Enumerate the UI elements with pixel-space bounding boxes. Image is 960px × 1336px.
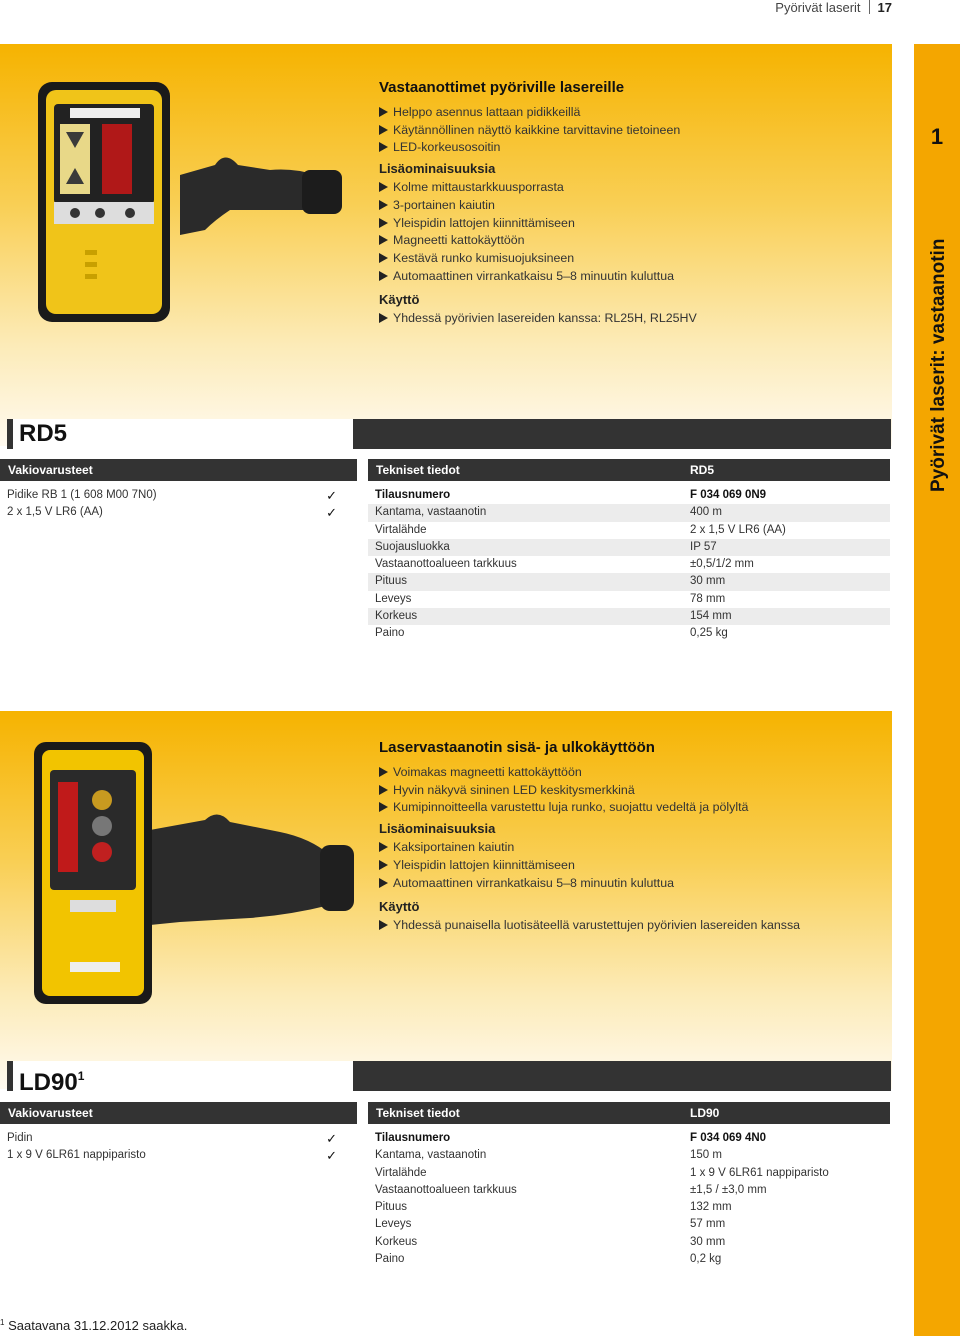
product-namebar-rd5 <box>7 419 891 449</box>
spec-row: Kantama, vastaanotin 400 m <box>368 504 890 521</box>
check-icon: ✓ <box>326 1148 337 1164</box>
product-heading: Laservastaanotin sisä- ja ulkokäyttöön <box>379 739 655 756</box>
usage-title: Käyttö <box>379 899 420 915</box>
spec-row: Korkeus 30 mm <box>375 1235 726 1248</box>
spec-row: Tilausnumero F 034 069 4N0 <box>375 1132 767 1144</box>
equipment-item: 2 x 1,5 V LR6 (AA) ✓ <box>7 505 337 521</box>
product-description-ld90 <box>379 739 884 935</box>
product-heading: Vastaanottimet pyöriville lasereille <box>379 79 625 96</box>
spec-header: Tekniset tiedot LD90 <box>368 1102 890 1124</box>
extra-item: Kestävä runko kumisuojuksineen <box>379 250 884 268</box>
spec-row: Vastaanottoalueen tarkkuus ±0,5/1/2 mm <box>375 558 754 571</box>
feature-item: Voimakas magneetti kattokäyttöön <box>379 764 884 782</box>
product-namebar-ld90 <box>7 1061 891 1096</box>
rd5-product-image <box>30 80 350 330</box>
feature-item: Hyvin näkyvä sininen LED keskitysmerkkinä <box>379 782 884 800</box>
ld90-product-image <box>30 740 360 1010</box>
spec-row: Paino 0,25 kg <box>375 627 728 640</box>
extra-item: Magneetti kattokäyttöön <box>379 232 884 250</box>
spec-table-ld90 <box>368 1130 890 1268</box>
equipment-list <box>7 487 337 522</box>
feature-item: Kumipinnoitteella varustettu luja runko, suojattu vedeltä ja pölyltä <box>379 799 884 817</box>
usage-item: Yhdessä pyörivien lasereiden kanssa: RL25H, RL25HV <box>379 310 884 328</box>
equipment-list <box>7 1130 337 1165</box>
extra-features-title: Lisäominaisuuksia <box>379 161 496 177</box>
spec-row: Paino 0,2 kg <box>375 1253 722 1266</box>
spec-table-rd5 <box>368 487 890 643</box>
usage-item: Yhdessä punaisella luotisäteellä varustettujen pyörivien lasereiden kanssa <box>379 917 884 935</box>
equipment-item: Pidin ✓ <box>7 1131 337 1146</box>
spec-row: Pituus 132 mm <box>375 1201 732 1214</box>
product-title: RD5 <box>13 419 353 449</box>
extra-item: 3-portainen kaiutin <box>379 197 884 215</box>
spec-row: Pituus 30 mm <box>368 573 890 590</box>
product-title: $LD90^1$ <box>13 1061 353 1091</box>
header-divider <box>869 0 870 14</box>
spec-header: Tekniset tiedot RD5 <box>368 459 890 481</box>
extra-features-title: Lisäominaisuuksia <box>379 821 496 837</box>
spec-row: Tilausnumero F 034 069 0N9 <box>375 489 767 501</box>
equipment-item: 1 x 9 V 6LR61 nappiparisto ✓ <box>7 1148 337 1164</box>
feature-item: Käytännöllinen näyttö kaikkine tarvittavine tietoineen <box>379 122 884 140</box>
spec-row: Virtalähde 2 x 1,5 V LR6 (AA) <box>375 523 786 536</box>
extra-item: Yleispidin lattojen kiinnittämiseen <box>379 857 884 875</box>
feature-item: LED-korkeusosoitin <box>379 139 884 157</box>
chapter-tab <box>914 44 960 1336</box>
spec-row: Virtalähde 1 x 9 V 6LR61 nappiparisto <box>375 1166 829 1179</box>
spec-row: Korkeus 154 mm <box>368 608 890 625</box>
spec-row: Suojausluokka IP 57 <box>368 539 890 556</box>
equipment-header: Vakiovarusteet <box>0 1102 357 1124</box>
spec-row: Kantama, vastaanotin 150 m <box>375 1149 722 1162</box>
extra-item: Yleispidin lattojen kiinnittämiseen <box>379 215 884 233</box>
equipment-header: Vakiovarusteet <box>0 459 357 481</box>
extra-item: Kaksiportainen kaiutin <box>379 839 884 857</box>
chapter-label: Pyörivät laserit: vastaanotin <box>928 238 949 492</box>
check-icon: ✓ <box>326 505 337 521</box>
spec-row: Leveys 78 mm <box>375 592 726 605</box>
usage-title: Käyttö <box>379 292 420 308</box>
spec-row: Vastaanottoalueen tarkkuus ±1,5 / ±3,0 mm <box>375 1183 767 1196</box>
chapter-number: 1 <box>930 124 944 149</box>
product-description-rd5 <box>379 79 884 328</box>
check-icon: ✓ <box>326 488 337 503</box>
page-header <box>775 0 892 14</box>
extra-item: Automaattinen virrankatkaisu 5–8 minuutin kuluttua <box>379 268 884 286</box>
check-icon: ✓ <box>326 1131 337 1146</box>
footnote: $^1$ Saatavana 31.12.2012 saakka. <box>0 1318 188 1333</box>
extra-item: Automaattinen virrankatkaisu 5–8 minuutin kuluttua <box>379 875 884 893</box>
equipment-item: Pidike RB 1 (1 608 M00 7N0) ✓ <box>7 488 337 503</box>
feature-item: Helppo asennus lattaan pidikkeillä <box>379 104 884 122</box>
page-number: 17 <box>877 0 892 15</box>
section-title: Pyörivät laserit <box>775 0 861 15</box>
spec-row: Leveys 57 mm <box>375 1218 726 1231</box>
extra-item: Kolme mittaustarkkuusporrasta <box>379 179 884 197</box>
